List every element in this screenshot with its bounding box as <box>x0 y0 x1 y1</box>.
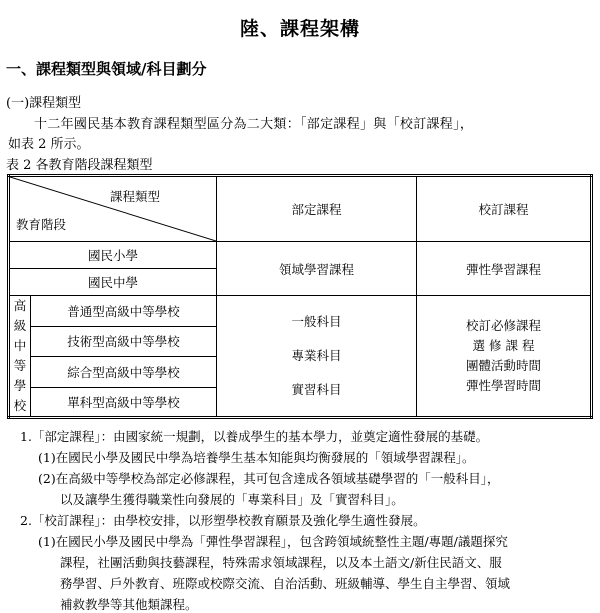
row-elementary: 國民小學 <box>9 242 217 269</box>
table-header-diagonal-cell <box>9 176 217 242</box>
group-activity: 團體活動時間 <box>465 358 541 373</box>
note-1: 1.「部定課程」：由國家統一規劃，以養成學生的基本學力，並奠定適性發展的基礎。 <box>20 429 489 444</box>
note-2-1-cont-b: 務學習、戶外教育、班際或校際交流、自治活動、班級輔導、學生自主學習、領域 <box>60 576 511 591</box>
note-2: 2.「校訂課程」：由學校安排，以形塑學校教育願景及強化學生適性發展。 <box>20 513 426 528</box>
intro-line-2: 如表 2 所示。 <box>8 137 90 152</box>
senior-school-subjects <box>417 296 592 418</box>
curriculum-type-table <box>7 174 593 419</box>
note-2-1-cont-a: 課程，社團活動與技藝課程，特殊需求領域課程，以及本土語文/新住民語文、服 <box>60 555 502 570</box>
note-1-2: (2)在高級中等學校為部定必修課程，其可包含達成各領域基礎學習的「一般科目」， <box>38 471 500 486</box>
note-1-2-cont: 以及讓學生獲得職業性向發展的「專業科目」及「實習科目」。 <box>60 492 404 507</box>
header-required-curriculum: 部定課程 <box>217 176 417 242</box>
note-1-1: (1)在國民小學及國民中學為培養學生基本知能與均衡發展的「領域學習課程」。 <box>38 450 475 465</box>
senior-row-specialized: 單科型高級中等學校 <box>31 387 217 418</box>
electives: 選 修 課 程 <box>472 338 535 353</box>
senior-row-comprehensive: 綜合型高級中等學校 <box>31 357 217 388</box>
note-2-1: (1)在國民小學及國民中學為「彈性學習課程」，包含跨領域統整性主題/專題/議題探究 <box>38 534 508 549</box>
senior-row-general: 普通型高級中等學校 <box>31 296 217 327</box>
note-2-1-cont-c: 補救教學等其他類課程。 <box>60 597 198 612</box>
cell-flexible-learning: 彈性學習課程 <box>417 242 592 296</box>
header-course-type: 課程類型 <box>109 189 160 204</box>
senior-row-technical: 技術型高級中等學校 <box>31 326 217 357</box>
page-title: 陸、課程架構 <box>239 18 360 40</box>
flexible-time: 彈性學習時間 <box>465 378 541 393</box>
intro-line-1: 十二年國民基本教育課程類型區分為二大類：「部定課程」與「校訂課程」， <box>34 117 474 132</box>
school-required: 校訂必修課程 <box>465 318 541 333</box>
header-education-stage: 教育階段 <box>16 217 67 232</box>
row-junior-high: 國民中學 <box>9 269 217 296</box>
header-school-curriculum: 校訂課程 <box>417 176 592 242</box>
subject-professional: 專業科目 <box>291 348 342 363</box>
cell-domain-learning: 領域學習課程 <box>217 242 417 296</box>
senior-high-label: 高 級 中 等 學 校 <box>9 296 31 418</box>
senior-required-subjects <box>217 296 417 418</box>
subsection-heading: (一)課程類型 <box>6 96 82 111</box>
subject-practical: 實習科目 <box>291 382 342 397</box>
subject-general: 一般科目 <box>291 314 342 329</box>
section-heading: 一、課程類型與領域/科目劃分 <box>6 60 207 78</box>
table-caption: 表 2 各教育階段課程類型 <box>6 158 153 173</box>
